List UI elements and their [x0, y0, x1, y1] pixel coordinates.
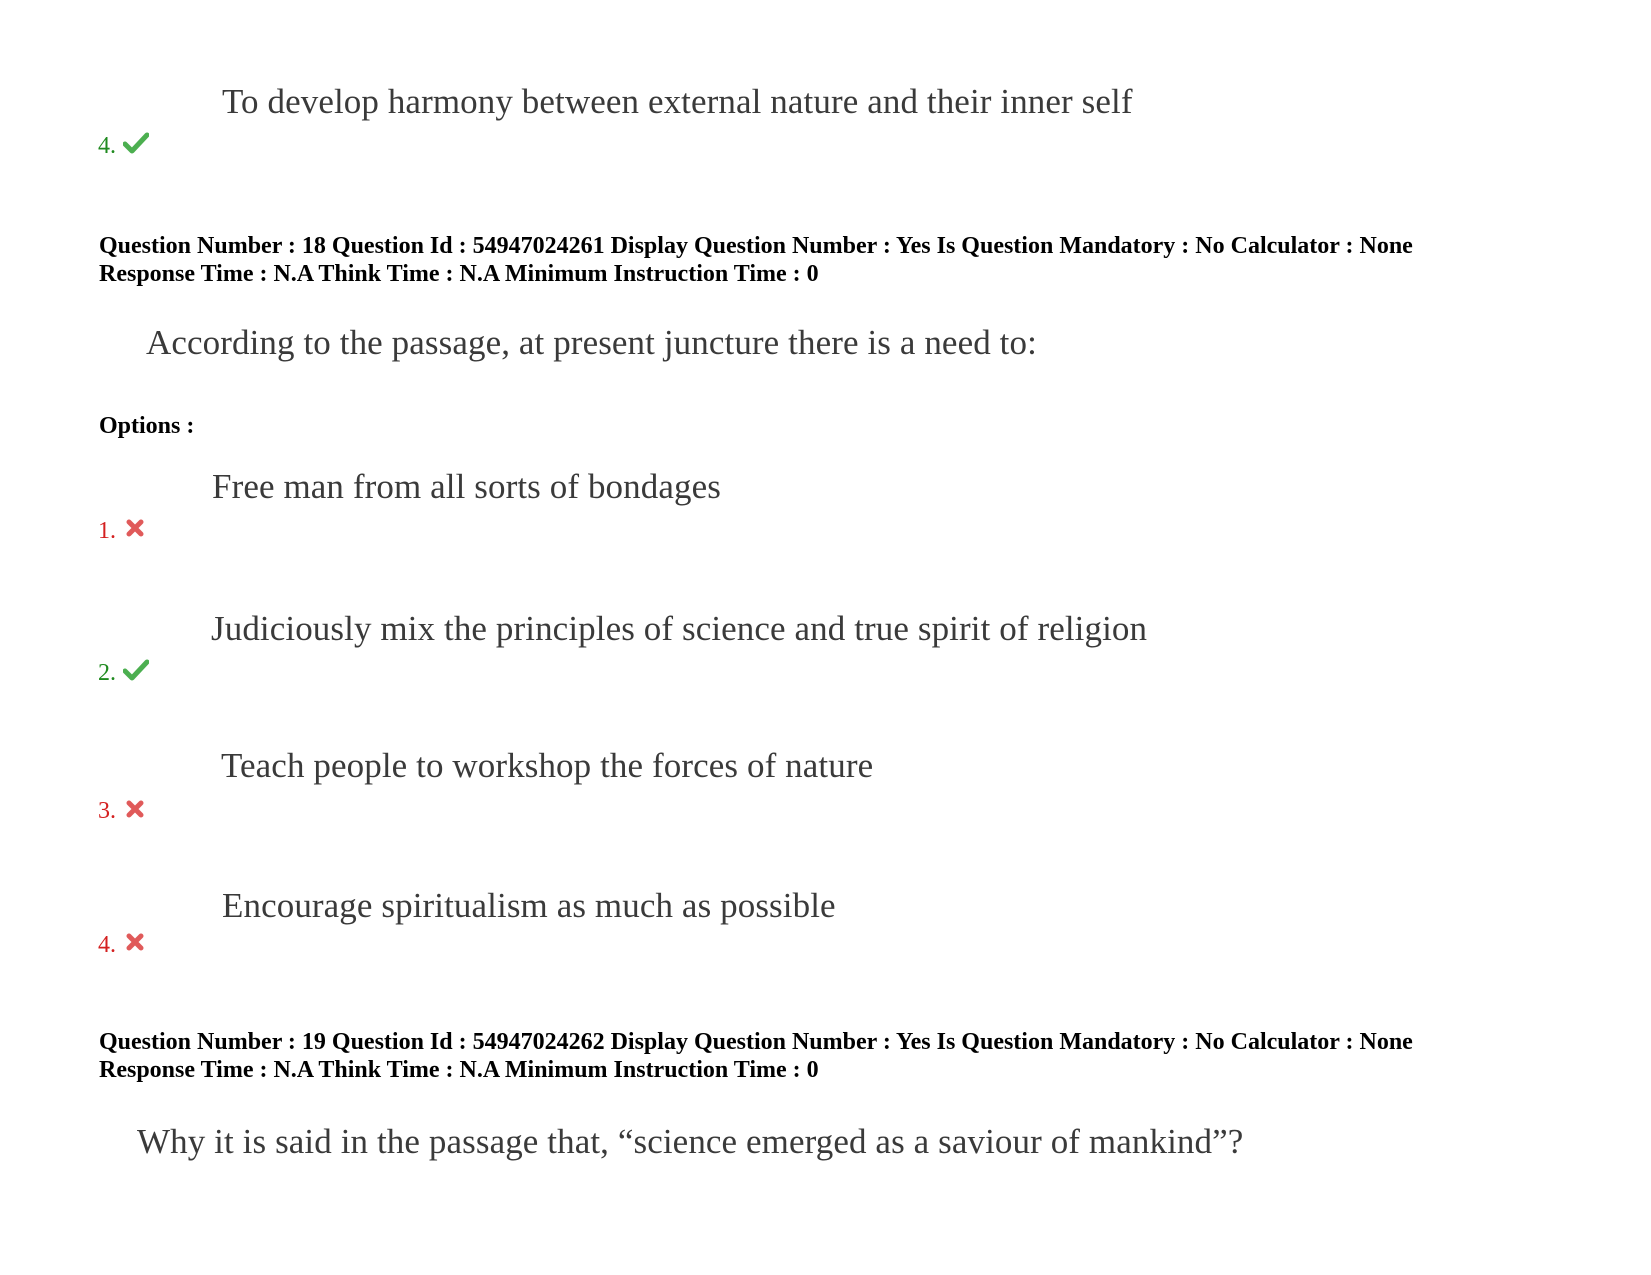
q18-option-4-number: 4. — [98, 932, 116, 958]
options-label: Options : — [99, 413, 195, 439]
q18-meta-line-1: Question Number : 18 Question Id : 54947024261 Display Question Number : Yes Is Question Mandatory : No Calculator : None — [99, 233, 1413, 259]
cross-icon — [126, 519, 144, 537]
cross-icon — [126, 933, 144, 951]
q18-meta-line-2: Response Time : N.A Think Time : N.A Minimum Instruction Time : 0 — [99, 261, 819, 287]
q18-option-2-text: Judiciously mix the principles of science and true spirit of religion — [211, 609, 1148, 648]
q18-option-1-number: 1. — [98, 518, 116, 544]
check-icon — [123, 132, 149, 154]
q18-option-3-text: Teach people to workshop the forces of nature — [221, 746, 874, 785]
q18-option-4-text: Encourage spiritualism as much as possible — [222, 886, 836, 925]
q18-question-text: According to the passage, at present juncture there is a need to: — [146, 323, 1037, 362]
q19-meta-line-2: Response Time : N.A Think Time : N.A Minimum Instruction Time : 0 — [99, 1057, 819, 1083]
prev-option-4-number: 4. — [98, 133, 116, 159]
q18-option-3-number: 3. — [98, 798, 116, 824]
check-icon — [123, 659, 149, 681]
cross-icon — [126, 800, 144, 818]
q18-option-2-number: 2. — [98, 660, 116, 686]
q19-meta-line-1: Question Number : 19 Question Id : 54947024262 Display Question Number : Yes Is Question Mandatory : No Calculator : None — [99, 1029, 1413, 1055]
q19-question-text: Why it is said in the passage that, “science emerged as a saviour of mankind”? — [137, 1122, 1244, 1161]
prev-option-4-text: To develop harmony between external nature and their inner self — [222, 82, 1133, 121]
q18-option-1-text: Free man from all sorts of bondages — [212, 467, 721, 506]
